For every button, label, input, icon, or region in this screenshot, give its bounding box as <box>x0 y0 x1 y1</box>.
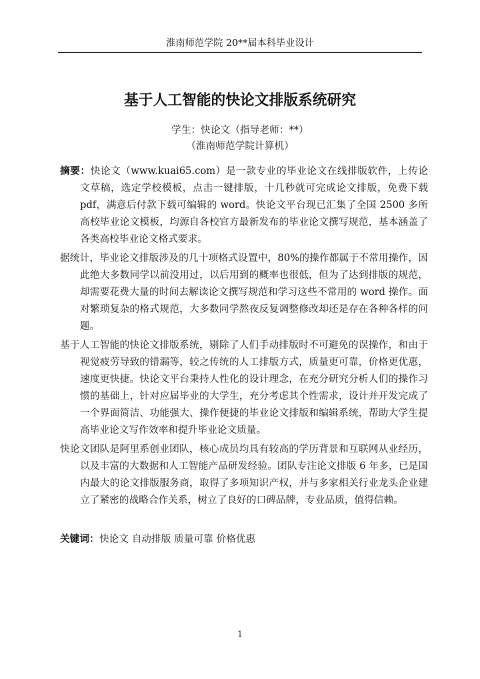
author-line: 学生：快论文（指导老师：**） <box>171 125 309 136</box>
body-paragraph-2: 基于人工智能的快论文排版系统，剔除了人们手动排版时不可避免的误操作，和由于视觉疲劳导致的错漏等，较之传统的人工排版方式，质量更可靠，价格更优惠，速度更快捷。快论文平台秉持人性化的设计理念，在充分研究分析人们的操作习惯的基础上，针对应届毕业的大学生，充分考虑其个性需求，设计并开发完成了一个界面简洁、功能强大、操作便捷的毕业论文排版和编辑系统，帮助大学生提高毕业论文写作效率和提升毕业论文质量。 <box>60 340 428 436</box>
body-paragraph-3: 快论文团队是阿里系创业团队，核心成员均具有较高的学历背景和互联网从业经历，以及丰富的大数据和人工智能产品研发经验。团队专注论文排版 6 年多，已是国内最大的论文排版服务商，取得了多项知识产权，并与多家相关行业龙头企业建立了紧密的战略合作关系，树立了良好的口碑品牌，专业品质，值得信赖。 <box>60 444 428 506</box>
keywords-label: 关键词： <box>60 534 100 545</box>
affiliation: （淮南师范学院计算机） <box>186 141 294 152</box>
keywords-text: 快论文 自动排版 质量可靠 价格优惠 <box>99 534 256 545</box>
header-rule <box>58 52 422 53</box>
abstract-text: 快论文（www.kuai65.com）是一款专业的毕业论文在线排版软件，上传论文草稿，选定学校模板，点击一键排版，十几秒就可完成论文排版，免费下载 pdf，满意后付款下载可编辑的 word。快论文平台现已汇集了全国 2500 多所高校毕业论文模板，均源自各校官方最新发布的毕业论文撰写规范，基本涵盖了各类高校毕业论文格式要求。 <box>80 166 428 245</box>
running-header: 淮南师范学院 20**届本科毕业设计 <box>165 38 315 49</box>
abstract-label: 摘要： <box>60 166 91 177</box>
page-number: 1 <box>237 630 243 639</box>
paper-title: 基于人工智能的快论文排版系统研究 <box>124 93 356 109</box>
document-body <box>60 163 428 509</box>
body-paragraph-1: 据统计，毕业论文排版涉及的几十项格式设置中，80%的操作都属于不常用操作，因此绝大多数同学以前没用过，以后用到的概率也很低，但为了达到排版的规范，却需要花费大量的时间去解读论文撰写规范和学习这些不常用的 word 操作。面对繁琐复杂的格式规范，大多数同学熬夜反复调整修改却还是存在各种各样的问题。 <box>60 253 428 332</box>
keywords-line <box>60 531 428 548</box>
abstract-paragraph <box>60 163 428 248</box>
